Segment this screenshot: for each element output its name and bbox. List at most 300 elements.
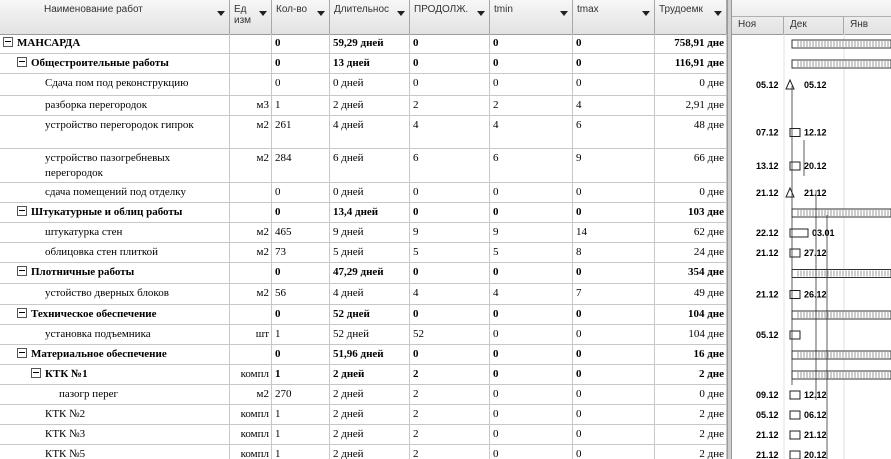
cell-unit[interactable] [230, 445, 272, 459]
cell-name[interactable] [0, 116, 230, 148]
cell-qty[interactable] [272, 243, 330, 262]
cell-labor[interactable] [655, 365, 727, 384]
cell-dur[interactable] [330, 325, 410, 344]
summary-task-row[interactable] [0, 203, 727, 223]
cell-text: 1 [275, 368, 281, 380]
cell-text: 0 [493, 388, 499, 400]
cell-prod[interactable] [410, 203, 490, 222]
cell-text: Сдача пом под реконструкцию [45, 77, 189, 89]
cell-text: компл [240, 408, 269, 420]
cell-text: 0 [493, 206, 499, 218]
cell-qty[interactable] [272, 365, 330, 384]
column-header-label: Длительнос [334, 4, 390, 15]
cell-tmin[interactable] [490, 34, 573, 53]
cell-text: м2 [256, 287, 269, 299]
cell-dur[interactable] [330, 425, 410, 444]
summary-task-row[interactable] [0, 263, 727, 284]
filter-dropdown-icon[interactable] [317, 11, 325, 16]
cell-tmax[interactable] [573, 445, 655, 459]
cell-qty[interactable] [272, 385, 330, 404]
cell-text: компл [240, 428, 269, 440]
cell-text: 354 дне [687, 266, 724, 278]
cell-qty[interactable] [272, 325, 330, 344]
cell-text: 49 дне [693, 287, 724, 299]
cell-prod[interactable] [410, 305, 490, 324]
cell-prod[interactable] [410, 425, 490, 444]
cell-unit[interactable] [230, 96, 272, 115]
cell-text: 0 [413, 348, 419, 360]
cell-labor[interactable] [655, 425, 727, 444]
column-header-prod[interactable] [410, 0, 490, 34]
cell-labor[interactable] [655, 305, 727, 324]
task-row[interactable] [0, 405, 727, 425]
cell-qty[interactable] [272, 54, 330, 73]
task-row[interactable] [0, 445, 727, 459]
cell-tmax[interactable] [573, 34, 655, 53]
cell-tmax[interactable] [573, 149, 655, 182]
cell-dur[interactable] [330, 223, 410, 242]
cell-unit[interactable] [230, 34, 272, 53]
cell-tmin[interactable] [490, 325, 573, 344]
cell-dur[interactable] [330, 365, 410, 384]
filter-dropdown-icon[interactable] [714, 11, 722, 16]
cell-tmin[interactable] [490, 425, 573, 444]
cell-unit[interactable] [230, 149, 272, 182]
cell-name[interactable] [0, 54, 230, 73]
cell-tmax[interactable] [573, 345, 655, 364]
cell-name[interactable] [0, 385, 230, 404]
collapse-toggle-icon[interactable] [17, 348, 27, 358]
cell-qty[interactable] [272, 263, 330, 283]
cell-name[interactable] [0, 325, 230, 344]
cell-name[interactable] [0, 305, 230, 324]
cell-text: 2 дне [699, 428, 724, 440]
cell-text: 103 дне [687, 206, 724, 218]
bar-end-date: 12.12 [804, 390, 827, 400]
cell-text: 0 [576, 57, 582, 69]
cell-text: 0 [576, 37, 582, 49]
cell-unit[interactable] [230, 223, 272, 242]
cell-prod[interactable] [410, 385, 490, 404]
cell-prod[interactable] [410, 54, 490, 73]
cell-name[interactable] [0, 223, 230, 242]
cell-tmax[interactable] [573, 203, 655, 222]
bar-start-date: 07.12 [756, 127, 779, 138]
cell-qty[interactable] [272, 183, 330, 202]
cell-text: 0 [493, 368, 499, 380]
cell-text: 0 [493, 77, 499, 89]
cell-text: 0 [413, 206, 419, 218]
cell-prod[interactable] [410, 345, 490, 364]
column-header-name[interactable] [0, 0, 230, 34]
cell-tmax[interactable] [573, 183, 655, 202]
cell-text: 284 [275, 152, 292, 164]
cell-qty[interactable] [272, 116, 330, 148]
collapse-toggle-icon[interactable] [17, 308, 27, 318]
cell-unit[interactable] [230, 183, 272, 202]
cell-text: 13,4 дней [333, 206, 379, 218]
collapse-toggle-icon[interactable] [31, 368, 41, 378]
cell-dur[interactable] [330, 345, 410, 364]
cell-dur[interactable] [330, 54, 410, 73]
task-bar [790, 451, 800, 459]
cell-name[interactable] [0, 96, 230, 115]
task-row[interactable] [0, 243, 727, 263]
cell-prod[interactable] [410, 34, 490, 53]
cell-dur[interactable] [330, 263, 410, 283]
cell-tmin[interactable] [490, 405, 573, 424]
task-row[interactable] [0, 284, 727, 305]
cell-text: 0 [413, 57, 419, 69]
cell-qty[interactable] [272, 425, 330, 444]
task-bar [790, 391, 800, 399]
cell-labor[interactable] [655, 445, 727, 459]
cell-text: 0 [576, 408, 582, 420]
cell-text: 0 [413, 186, 419, 198]
cell-labor[interactable] [655, 243, 727, 262]
cell-tmin[interactable] [490, 345, 573, 364]
cell-tmax[interactable] [573, 96, 655, 115]
cell-text: МАНСАРДА [17, 37, 81, 49]
cell-labor[interactable] [655, 116, 727, 148]
cell-prod[interactable] [410, 116, 490, 148]
bar-end-date: 06.12 [804, 410, 827, 420]
cell-qty[interactable] [272, 345, 330, 364]
cell-text: 51,96 дней [333, 348, 384, 360]
task-row[interactable] [0, 223, 727, 243]
cell-tmax[interactable] [573, 74, 655, 95]
cell-text: 52 дней [333, 328, 370, 340]
cell-name[interactable] [0, 365, 230, 384]
cell-text: 270 [275, 388, 292, 400]
cell-unit[interactable] [230, 284, 272, 304]
summary-task-row[interactable] [0, 34, 727, 54]
column-header-label: Ед изм [234, 4, 252, 26]
cell-tmax[interactable] [573, 325, 655, 344]
cell-text: 0 [493, 266, 499, 278]
cell-text: 2,91 дне [685, 99, 724, 111]
cell-text: 0 [493, 428, 499, 440]
cell-qty[interactable] [272, 405, 330, 424]
column-header-dur[interactable] [330, 0, 410, 34]
cell-tmax[interactable] [573, 425, 655, 444]
cell-text: 0 [493, 308, 499, 320]
cell-text: 4 дней [333, 287, 364, 299]
cell-dur[interactable] [330, 183, 410, 202]
cell-qty[interactable] [272, 223, 330, 242]
cell-text: 6 дней [333, 152, 364, 164]
column-header-label: tmax [577, 4, 599, 15]
cell-text: 4 [576, 99, 582, 111]
cell-unit[interactable] [230, 385, 272, 404]
cell-name[interactable] [0, 425, 230, 444]
cell-text: 5 дней [333, 246, 364, 258]
cell-unit[interactable] [230, 305, 272, 324]
cell-text: 2 дне [699, 408, 724, 420]
cell-qty[interactable] [272, 305, 330, 324]
cell-tmin[interactable] [490, 223, 573, 242]
cell-prod[interactable] [410, 223, 490, 242]
cell-text: 2 дней [333, 368, 365, 380]
cell-text: 7 [576, 287, 582, 299]
cell-text: 1 [275, 408, 281, 420]
cell-text: 4 дней [333, 119, 364, 131]
cell-tmin[interactable] [490, 445, 573, 459]
cell-qty[interactable] [272, 203, 330, 222]
cell-tmax[interactable] [573, 243, 655, 262]
task-bar [790, 331, 800, 339]
column-header-unit[interactable] [230, 0, 272, 34]
cell-text: 758,91 дне [674, 37, 724, 49]
cell-labor[interactable] [655, 183, 727, 202]
cell-text: 66 дне [693, 152, 724, 164]
cell-tmin[interactable] [490, 263, 573, 283]
collapse-toggle-icon[interactable] [17, 206, 27, 216]
collapse-toggle-icon[interactable] [17, 266, 27, 276]
cell-prod[interactable] [410, 243, 490, 262]
cell-name[interactable] [0, 74, 230, 95]
column-header-label: ПРОДОЛЖ. [414, 4, 469, 15]
task-row[interactable] [0, 183, 727, 203]
cell-dur[interactable] [330, 203, 410, 222]
cell-prod[interactable] [410, 74, 490, 95]
summary-task-row[interactable] [0, 365, 727, 385]
cell-text: 2 [413, 99, 419, 111]
summary-task-row[interactable] [0, 305, 727, 325]
cell-dur[interactable] [330, 284, 410, 304]
cell-tmax[interactable] [573, 385, 655, 404]
cell-text: 0 [576, 428, 582, 440]
cell-labor[interactable] [655, 96, 727, 115]
cell-tmax[interactable] [573, 284, 655, 304]
cell-labor[interactable] [655, 405, 727, 424]
cell-tmax[interactable] [573, 223, 655, 242]
cell-name[interactable] [0, 149, 230, 182]
cell-name[interactable] [0, 345, 230, 364]
cell-prod[interactable] [410, 405, 490, 424]
cell-text: Общестроительные работы [31, 57, 169, 69]
bar-start-date: 05.12 [756, 410, 779, 420]
column-header-label: Кол-во [276, 4, 308, 15]
column-header-labor[interactable] [655, 0, 727, 34]
cell-labor[interactable] [655, 325, 727, 344]
task-row[interactable] [0, 425, 727, 445]
task-bar [790, 431, 800, 439]
cell-unit[interactable] [230, 116, 272, 148]
cell-text: 2 [493, 99, 499, 111]
cell-prod[interactable] [410, 183, 490, 202]
milestone-marker [786, 188, 794, 197]
cell-name[interactable] [0, 183, 230, 202]
cell-text: 0 [275, 308, 281, 320]
cell-tmin[interactable] [490, 54, 573, 73]
cell-dur[interactable] [330, 305, 410, 324]
cell-tmin[interactable] [490, 365, 573, 384]
cell-tmin[interactable] [490, 96, 573, 115]
cell-text: 0 [493, 328, 499, 340]
bar-start-date: 05.12 [756, 330, 779, 340]
cell-text: 48 дне [693, 119, 724, 131]
cell-text: 0 [413, 37, 419, 49]
cell-labor[interactable] [655, 149, 727, 182]
cell-dur[interactable] [330, 149, 410, 182]
summary-task-row[interactable] [0, 54, 727, 74]
cell-labor[interactable] [655, 284, 727, 304]
cell-tmin[interactable] [490, 149, 573, 182]
filter-dropdown-icon[interactable] [560, 11, 568, 16]
cell-unit[interactable] [230, 203, 272, 222]
month-jan: Янв [850, 19, 869, 30]
task-row[interactable] [0, 149, 727, 183]
cell-tmin[interactable] [490, 284, 573, 304]
column-header-tmax[interactable] [573, 0, 655, 34]
task-row[interactable] [0, 385, 727, 405]
task-row[interactable] [0, 74, 727, 96]
cell-prod[interactable] [410, 284, 490, 304]
grid-header [0, 0, 727, 35]
cell-unit[interactable] [230, 54, 272, 73]
cell-text: 0 [576, 206, 582, 218]
cell-tmax[interactable] [573, 365, 655, 384]
cell-unit[interactable] [230, 345, 272, 364]
cell-prod[interactable] [410, 96, 490, 115]
cell-qty[interactable] [272, 149, 330, 182]
cell-qty[interactable] [272, 96, 330, 115]
cell-dur[interactable] [330, 405, 410, 424]
task-row[interactable] [0, 116, 727, 149]
cell-labor[interactable] [655, 203, 727, 222]
cell-unit[interactable] [230, 263, 272, 283]
cell-prod[interactable] [410, 263, 490, 283]
cell-text: 62 дне [693, 226, 724, 238]
cell-dur[interactable] [330, 385, 410, 404]
cell-labor[interactable] [655, 223, 727, 242]
cell-dur[interactable] [330, 445, 410, 459]
cell-text: 2 дней [333, 99, 364, 111]
cell-unit[interactable] [230, 365, 272, 384]
gantt-bars [732, 0, 891, 459]
cell-text: 0 [576, 348, 582, 360]
summary-task-row[interactable] [0, 345, 727, 365]
column-header-tmin[interactable] [490, 0, 573, 34]
task-bar [790, 129, 800, 137]
column-header-label: Трудоемк [659, 4, 703, 15]
cell-unit[interactable] [230, 425, 272, 444]
cell-text: 24 дне [693, 246, 724, 258]
filter-dropdown-icon[interactable] [642, 11, 650, 16]
cell-prod[interactable] [410, 365, 490, 384]
cell-text: облицовка стен плиткой [45, 246, 159, 258]
filter-dropdown-icon[interactable] [217, 11, 225, 16]
cell-text: м2 [256, 152, 269, 164]
cell-text: 8 [576, 246, 582, 258]
cell-text: 9 [493, 226, 499, 238]
cell-name[interactable] [0, 405, 230, 424]
task-bar [790, 249, 800, 257]
cell-tmin[interactable] [490, 74, 573, 95]
cell-unit[interactable] [230, 74, 272, 95]
cell-prod[interactable] [410, 445, 490, 459]
task-row[interactable] [0, 325, 727, 345]
cell-labor[interactable] [655, 345, 727, 364]
cell-text: 0 [275, 266, 281, 278]
cell-dur[interactable] [330, 74, 410, 95]
cell-dur[interactable] [330, 96, 410, 115]
collapse-toggle-icon[interactable] [17, 57, 27, 67]
cell-name[interactable] [0, 243, 230, 262]
cell-dur[interactable] [330, 116, 410, 148]
cell-prod[interactable] [410, 149, 490, 182]
cell-text: 56 [275, 287, 286, 299]
cell-tmax[interactable] [573, 116, 655, 148]
filter-dropdown-icon[interactable] [477, 11, 485, 16]
cell-dur[interactable] [330, 34, 410, 53]
cell-text: 4 [493, 287, 499, 299]
cell-name[interactable] [0, 263, 230, 283]
cell-tmax[interactable] [573, 405, 655, 424]
cell-text: 0 [493, 348, 499, 360]
column-header-qty[interactable] [272, 0, 330, 34]
cell-text: 0 дней [333, 77, 364, 89]
cell-unit[interactable] [230, 325, 272, 344]
cell-tmin[interactable] [490, 183, 573, 202]
cell-tmin[interactable] [490, 203, 573, 222]
cell-text: 14 [576, 226, 587, 238]
cell-text: 0 [576, 448, 582, 459]
cell-text: 52 [413, 328, 424, 340]
cell-labor[interactable] [655, 34, 727, 53]
cell-tmax[interactable] [573, 54, 655, 73]
cell-name[interactable] [0, 34, 230, 53]
cell-labor[interactable] [655, 54, 727, 73]
cell-name[interactable] [0, 284, 230, 304]
cell-text: 0 [576, 266, 582, 278]
cell-qty[interactable] [272, 74, 330, 95]
cell-text: 16 дне [693, 348, 724, 360]
cell-qty[interactable] [272, 284, 330, 304]
collapse-toggle-icon[interactable] [3, 37, 13, 47]
filter-dropdown-icon[interactable] [397, 11, 405, 16]
bar-start-date: 13.12 [756, 161, 779, 171]
cell-tmin[interactable] [490, 385, 573, 404]
task-row[interactable] [0, 96, 727, 116]
cell-labor[interactable] [655, 263, 727, 283]
cell-text: Штукатурные и облиц работы [31, 206, 183, 218]
cell-tmin[interactable] [490, 243, 573, 262]
cell-labor[interactable] [655, 385, 727, 404]
cell-qty[interactable] [272, 445, 330, 459]
cell-tmin[interactable] [490, 116, 573, 148]
cell-tmax[interactable] [573, 263, 655, 283]
cell-text: 0 [413, 77, 419, 89]
month-nov: Ноя [732, 17, 784, 34]
cell-name[interactable] [0, 445, 230, 459]
cell-name[interactable] [0, 203, 230, 222]
filter-dropdown-icon[interactable] [259, 11, 267, 16]
cell-text: 4 [493, 119, 499, 131]
cell-unit[interactable] [230, 243, 272, 262]
cell-text: 52 дней [333, 308, 370, 320]
cell-text: 1 [275, 428, 281, 440]
cell-text: 465 [275, 226, 292, 238]
cell-labor[interactable] [655, 74, 727, 95]
cell-unit[interactable] [230, 405, 272, 424]
cell-dur[interactable] [330, 243, 410, 262]
cell-tmin[interactable] [490, 305, 573, 324]
cell-qty[interactable] [272, 34, 330, 53]
cell-tmax[interactable] [573, 305, 655, 324]
cell-prod[interactable] [410, 325, 490, 344]
